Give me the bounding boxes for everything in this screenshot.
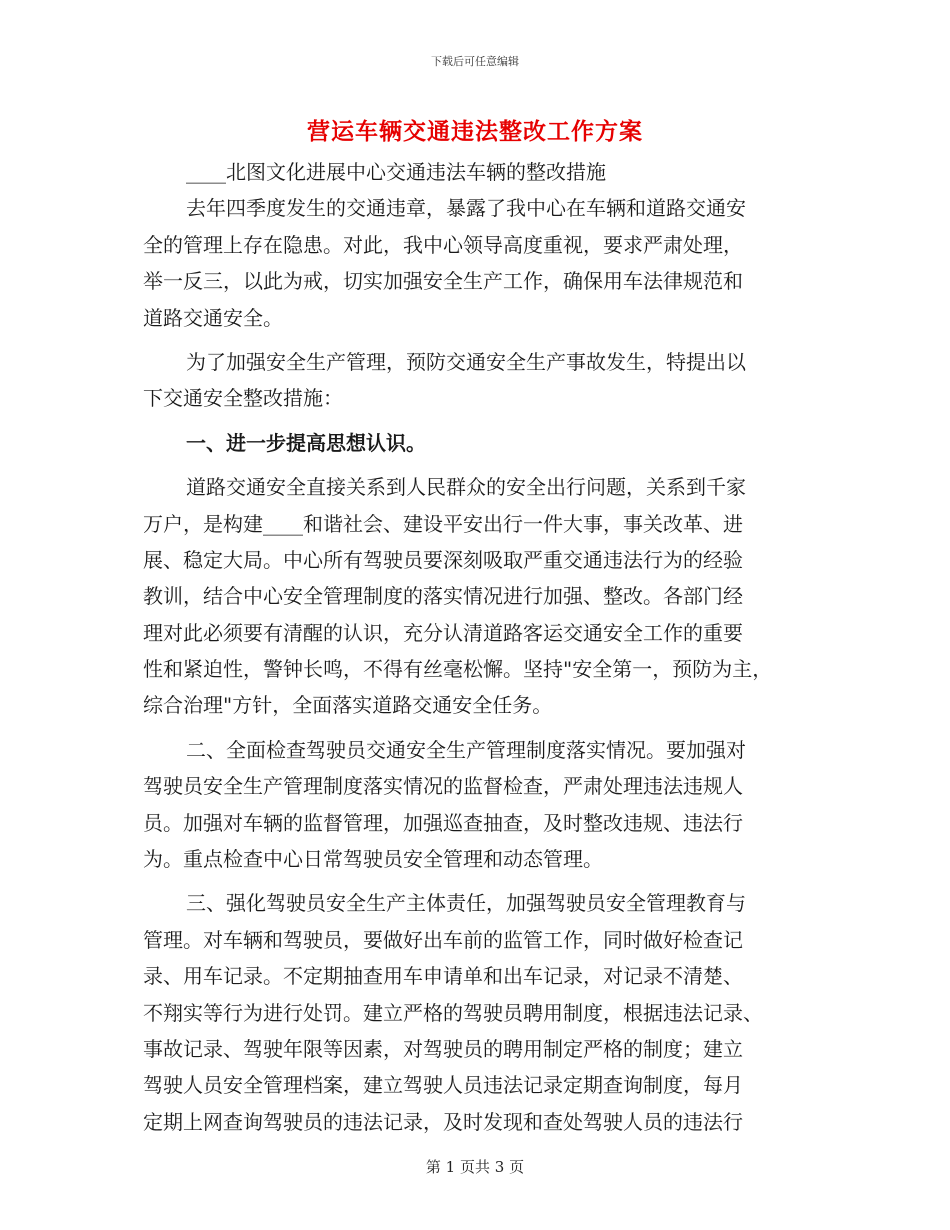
paragraph-line: 理对此必须要有清醒的认识，充分认清道路客运交通安全工作的重要	[143, 620, 743, 645]
paragraph-section-1	[143, 469, 811, 724]
paragraph-line: 全的管理上存在隐患。对此，我中心领导高度重视，要求严肃处理，	[143, 232, 743, 257]
paragraph-line: 三、强化驾驶员安全生产主体责任，加强驾驶员安全管理教育与	[186, 891, 746, 916]
paragraph-section-2	[143, 732, 811, 878]
document-subtitle: ____北图文化进展中心交通违法车辆的整改措施	[186, 160, 606, 184]
paragraph-line: 驾驶人员安全管理档案，建立驾驶人员违法记录定期查询制度，每月	[143, 1073, 743, 1098]
paragraph-line: 去年四季度发生的交通违章，暴露了我中心在车辆和道路交通安	[186, 196, 746, 221]
paragraph-line: 道路交通安全直接关系到人民群众的安全出行问题，关系到千家	[186, 475, 746, 500]
section-heading-1: 一、进一步提高思想认识。	[186, 430, 426, 455]
paragraph-line: 二、全面检查驾驶员交通安全生产管理制度落实情况。要加强对	[186, 737, 746, 762]
paragraph-line: 驾驶员安全生产管理制度落实情况的监督检查，严肃处理违法违规人	[143, 774, 743, 799]
paragraph-line: 为了加强安全生产管理，预防交通安全生产事故发生，特提出以	[186, 349, 746, 374]
paragraph-line: 性和紧迫性，警钟长鸣，不得有丝毫松懈。坚持"安全第一，预防为主，	[143, 657, 773, 682]
document-body	[143, 154, 811, 1140]
paragraph-line: 举一反三，以此为戒，切实加强安全生产工作，确保用车法律规范和	[143, 269, 743, 294]
paragraph-line: 展、稳定大局。中心所有驾驶员要深刻吸取严重交通违法行为的经验	[143, 547, 743, 572]
page-number: 第 1 页共 3 页	[425, 1158, 525, 1176]
header-note: 下载后可任意编辑	[431, 55, 519, 68]
paragraph-line: 道路交通安全。	[143, 305, 283, 330]
paragraph-line: 综合治理"方针，全面落实道路交通安全任务。	[143, 693, 553, 718]
paragraph-purpose	[143, 344, 811, 417]
document-title: 营运车辆交通违法整改工作方案	[307, 118, 643, 145]
paragraph-line: 员。加强对车辆的监督管理，加强巡查抽查，及时整改违规、违法行	[143, 810, 743, 835]
paragraph-line: 不翔实等行为进行处罚。建立严格的驾驶员聘用制度，根据违法记录、	[143, 1000, 763, 1025]
paragraph-line: 万户，是构建____和谐社会、建设平安出行一件大事，事关改革、进	[143, 511, 743, 536]
paragraph-intro	[143, 190, 811, 336]
paragraph-line: 为。重点检查中心日常驾驶员安全管理和动态管理。	[143, 847, 603, 872]
paragraph-section-3	[143, 885, 811, 1140]
paragraph-line: 管理。对车辆和驾驶员，要做好出车前的监管工作，同时做好检查记	[143, 927, 743, 952]
paragraph-line: 事故记录、驾驶年限等因素，对驾驶员的聘用制定严格的制度；建立	[143, 1036, 743, 1061]
paragraph-line: 教训，结合中心安全管理制度的落实情况进行加强、整改。各部门经	[143, 584, 743, 609]
paragraph-line: 下交通安全整改措施：	[143, 386, 343, 411]
paragraph-line: 录、用车记录。不定期抽查用车申请单和出车记录，对记录不清楚、	[143, 964, 743, 989]
paragraph-line: 定期上网查询驾驶员的违法记录，及时发现和查处驾驶人员的违法行	[143, 1109, 743, 1134]
